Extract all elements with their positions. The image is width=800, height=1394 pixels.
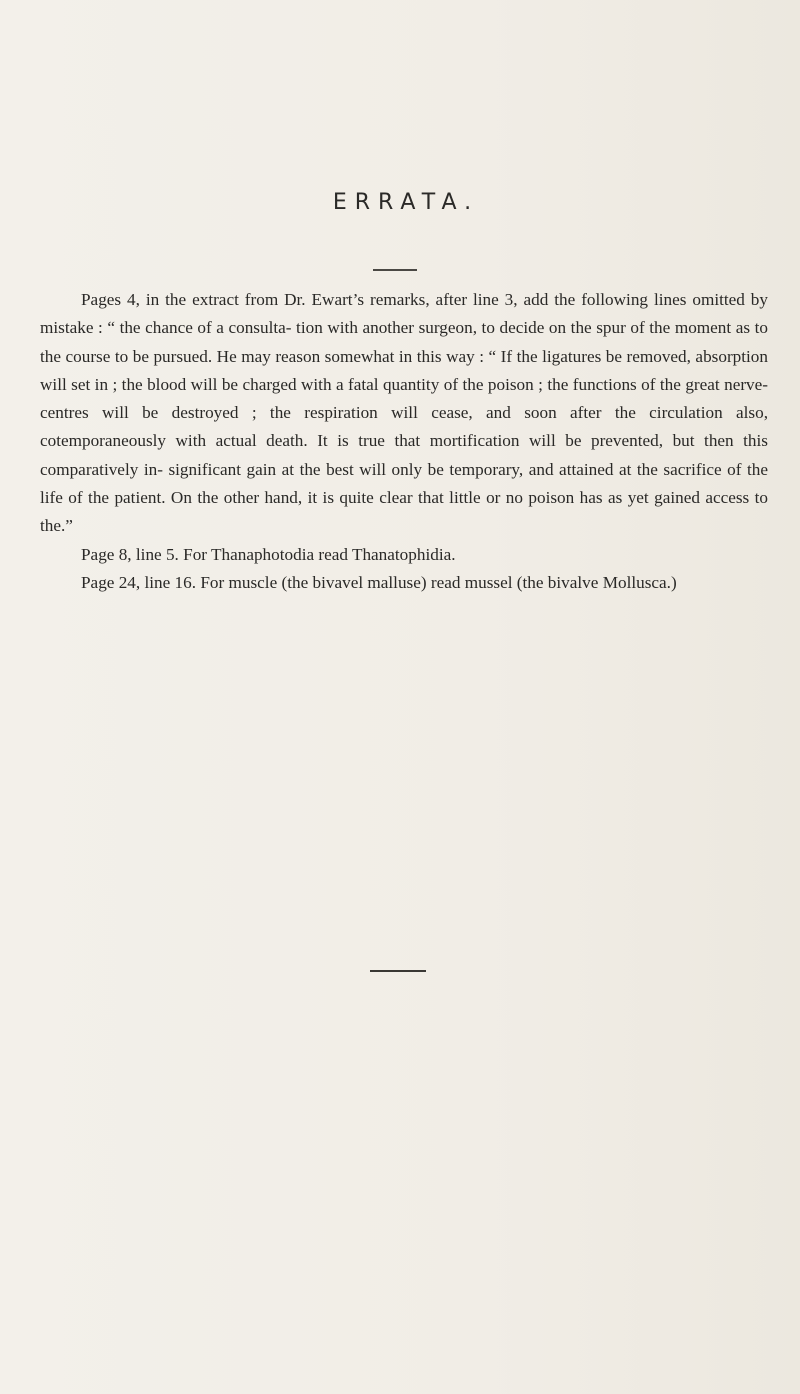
closing-divider bbox=[370, 970, 426, 972]
page-title: ERRATA. bbox=[332, 190, 480, 215]
errata-body bbox=[40, 286, 768, 597]
errata-entry-page-24: Page 24, line 16. For muscle (the bivavel malluse) read mussel (the bivalve Mollusca.) bbox=[81, 572, 677, 592]
errata-entry-pages-4: Pages 4, in the extract from Dr. Ewart’s remarks, after line 3, add the following lines omitted by mistake : “ the chance of a consulta- tion with another surgeon, to decide on the spur of the moment as to the course to be pursued. He may reason somewhat in this way : “ If the ligatures be removed, absorption will set in ; the blood will be charged with a fatal quantity of the poison ; the functions of the great nerve- centres will be destroyed ; the respiration will cease, and soon after the circulation also, cotemporaneously with actual death. It is true that mortification will be prevented, but then this comparatively in- significant gain at the best will only be temporary, and attained at the sacrifice of the life of the patient. On the other hand, it is quite clear that little or no poison has as yet gained access to the.” bbox=[40, 290, 768, 536]
errata-entry-page-8: Page 8, line 5. For Thanaphotodia read Thanatophidia. bbox=[81, 544, 456, 564]
title-divider bbox=[373, 269, 417, 271]
